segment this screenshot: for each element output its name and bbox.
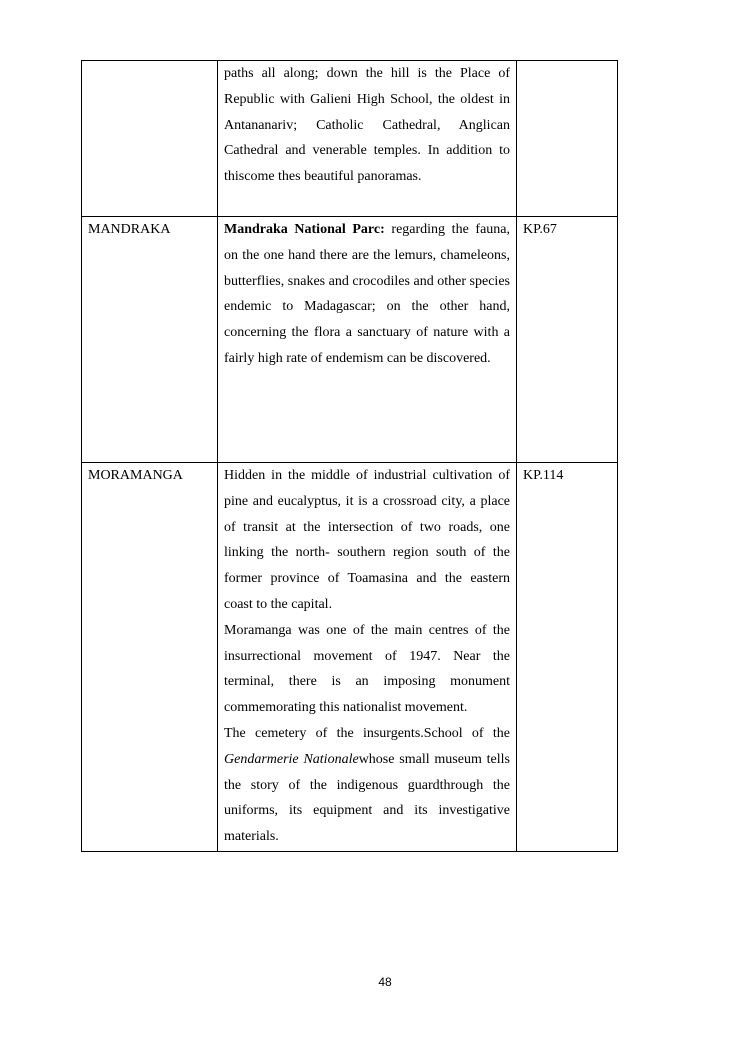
- reference-cell: KP.67: [517, 217, 618, 463]
- description-paragraph: Moramanga was one of the main centres of the insurrectional movement of 1947. Near the terminal, there is an imposing monument commemorating this nationalist movement.: [224, 622, 510, 716]
- gendarmerie-name: Gendarmerie Nationale: [224, 751, 359, 767]
- places-table: [81, 60, 618, 852]
- description-paragraph: [224, 721, 510, 850]
- description-text: paths all along; down the hill is the Place of Republic with Galieni High School, the oldest in Antananariv; Catholic Cathedral, Anglican Cathedral and venerable temples. In addition to thiscome thes beautiful panoramas.: [224, 66, 510, 185]
- park-name: Mandraka National Parc:: [224, 222, 385, 237]
- description-cell: [218, 61, 517, 217]
- place-cell: MANDRAKA: [82, 217, 218, 463]
- place-cell: MORAMANGA: [82, 463, 218, 852]
- table-row: [82, 463, 618, 852]
- place-cell: [82, 61, 218, 217]
- paragraph-text: The cemetery of the insurgents.School of the: [224, 725, 510, 741]
- reference-cell: KP.114: [517, 463, 618, 852]
- page-number: 48: [378, 975, 392, 989]
- table-row: [82, 61, 618, 217]
- description-paragraph: Hidden in the middle of industrial cultivation of pine and eucalyptus, it is a crossroad city, a place of transit at the intersection of two roads, one linking the north- southern region south of the former province of Toamasina and the eastern coast to the capital.: [224, 468, 510, 612]
- paragraph-text: whose small museum tells the story of the indigenous guardthrough the uniforms, its equipment and its investigative materials.: [224, 751, 510, 845]
- reference-cell: [517, 61, 618, 217]
- description-cell: [218, 217, 517, 463]
- description-cell: [218, 463, 517, 852]
- description-text: regarding the fauna, on the one hand there are the lemurs, chameleons, butterflies, snakes and crocodiles and other species endemic to Madagascar; on the other hand, concerning the flora a sanctuary of nature with a fairly high rate of endemism can be discovered.: [224, 222, 511, 366]
- table-row: [82, 217, 618, 463]
